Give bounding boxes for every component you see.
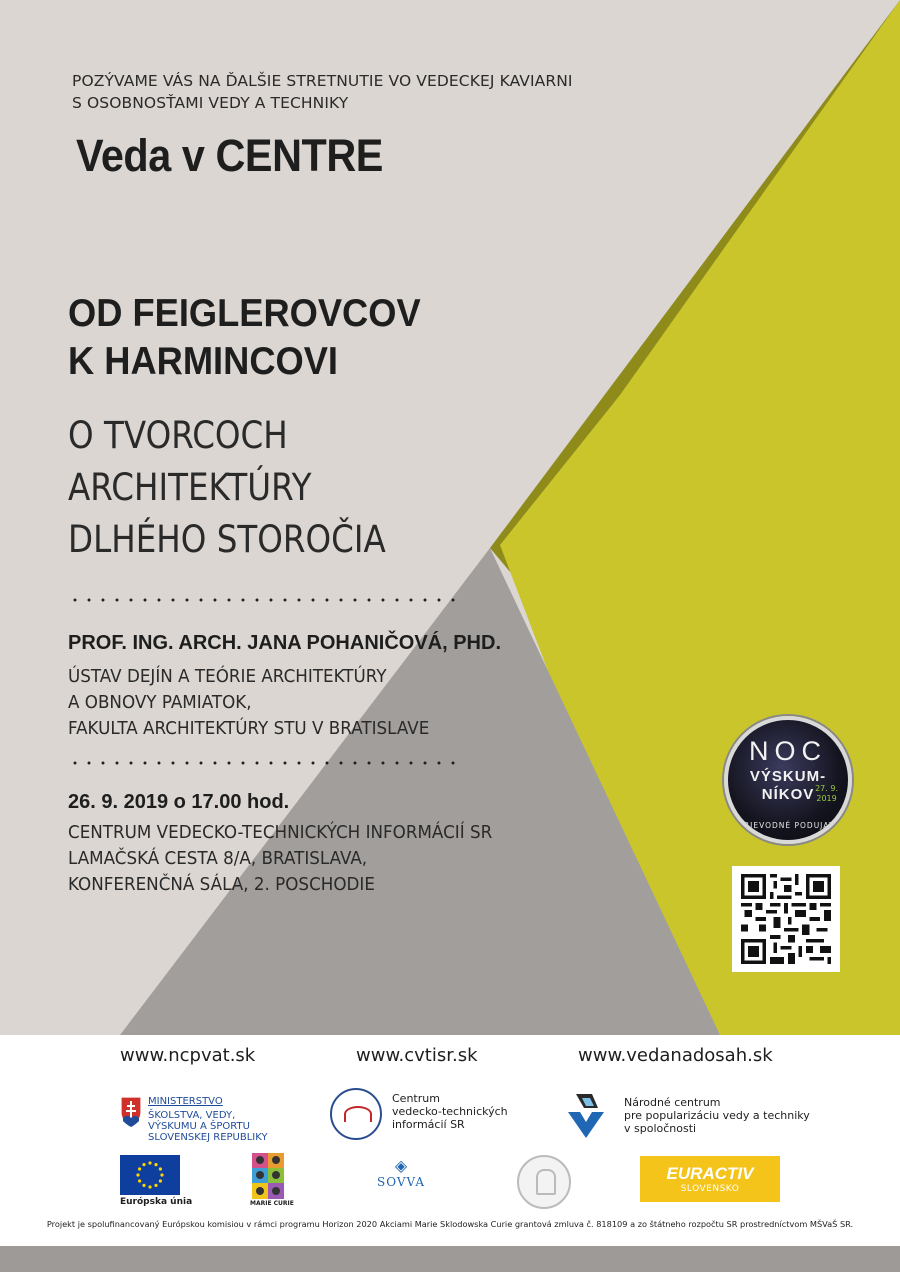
bottom-bar <box>0 1246 900 1272</box>
noc-vyskumnikov-badge <box>724 716 852 844</box>
speaker-name: PROF. ING. ARCH. JANA POHANIČOVÁ, PHD. <box>68 632 501 654</box>
slovak-coat-of-arms-icon <box>120 1096 142 1128</box>
ncp-line: v spoločnosti <box>624 1122 697 1135</box>
invitation-line-2: S OSOBNOSŤAMI VEDY A TECHNIKY <box>72 94 349 112</box>
sovva-logo <box>366 1156 436 1189</box>
talk-subtitle-line: DLHÉHO STOROČIA <box>68 518 386 561</box>
venue-line: KONFERENČNÁ SÁLA, 2. POSCHODIE <box>68 874 375 895</box>
talk-title <box>68 290 421 386</box>
talk-title-line: OD FEIGLEROVCOV <box>68 292 421 335</box>
speaker-affiliation <box>68 664 429 742</box>
dotted-divider <box>68 598 456 602</box>
ministry-name <box>148 1110 268 1143</box>
url-vedanadosah[interactable]: www.vedanadosah.sk <box>578 1045 773 1066</box>
eu-flag-icon <box>120 1155 180 1195</box>
sovva-name: SOVVA <box>376 1175 426 1189</box>
eu-stars <box>120 1155 180 1195</box>
ncp-line: Národné centrum <box>624 1096 721 1109</box>
venue-line: CENTRUM VEDECKO-TECHNICKÝCH INFORMÁCIÍ SR <box>68 822 493 843</box>
event-date: 26. 9. 2019 o 17.00 hod. <box>68 791 290 813</box>
ncp-mark-icon <box>562 1090 610 1140</box>
euractiv-logo <box>640 1156 780 1202</box>
cvti-line: informácií SR <box>392 1118 465 1131</box>
academy-seal-icon <box>517 1155 571 1209</box>
sovva-emblem-icon: ◈ <box>394 1156 408 1175</box>
ministry-line: ŠKOLSTVA, VEDY, <box>148 1110 236 1121</box>
cvti-line: Centrum <box>392 1092 440 1105</box>
badge-date <box>815 784 838 804</box>
url-cvtisr[interactable]: www.cvtisr.sk <box>356 1045 478 1066</box>
ncp-name <box>624 1096 810 1135</box>
marie-curie-label: MARIE CURIE <box>250 1200 294 1207</box>
invitation-line-1: POZÝVAME VÁS NA ĎALŠIE STRETNUTIE VO VEDECKEJ KAVIARNI <box>72 72 573 90</box>
affiliation-line: FAKULTA ARCHITEKTÚRY STU V BRATISLAVE <box>68 718 430 739</box>
series-title: Veda v CENTRE <box>76 130 383 181</box>
cvti-seal-icon <box>330 1088 382 1140</box>
affiliation-line: A OBNOVY PAMIATOK, <box>68 692 252 713</box>
badge-line: NÍKOV <box>761 786 815 803</box>
affiliation-line: ÚSTAV DEJÍN A TEÓRIE ARCHITEKTÚRY <box>68 666 387 687</box>
badge-title: NOC <box>749 736 827 766</box>
ministry-line: VÝSKUMU A ŠPORTU <box>148 1121 250 1132</box>
dotted-divider <box>68 761 456 765</box>
talk-subtitle <box>68 410 386 566</box>
eu-label: Európska únia <box>120 1197 193 1207</box>
marie-curie-logo-icon <box>252 1153 300 1199</box>
talk-title-line: K HARMINCOVI <box>68 340 339 383</box>
invitation-text <box>72 70 573 114</box>
euractiv-name: EURACTIV <box>666 1164 754 1183</box>
qr-code[interactable] <box>732 866 840 972</box>
badge-date-day: 27. 9. <box>815 784 838 793</box>
qr-code-icon <box>740 874 832 964</box>
cvti-name <box>392 1092 508 1131</box>
talk-subtitle-line: O TVORCOCH <box>68 414 288 457</box>
euractiv-country: SLOVENSKO <box>680 1184 740 1194</box>
ministry-title: MINISTERSTVO <box>148 1096 223 1107</box>
badge-date-year: 2019 <box>816 794 837 803</box>
url-ncpvat[interactable]: www.ncpvat.sk <box>120 1045 256 1066</box>
talk-subtitle-line: ARCHITEKTÚRY <box>68 466 312 509</box>
badge-line: VÝSKUM- <box>749 768 827 785</box>
venue-line: LAMAČSKÁ CESTA 8/A, BRATISLAVA, <box>68 848 368 869</box>
ncp-line: pre popularizáciu vedy a techniky <box>624 1109 810 1122</box>
cvti-line: vedecko-technických <box>392 1105 508 1118</box>
badge-subtitle: SPRIEVODNÉ PODUJATIE <box>732 821 844 830</box>
funding-note: Projekt je spolufinancovaný Európskou komisiou v rámci programu Horizon 2020 Akciami Marie Sklodowska Curie grantová zmluva č. 818109 a zo štátneho rozpočtu SR prostredníctvom MŠVaŠ SR. <box>46 1219 854 1229</box>
event-venue <box>68 820 492 898</box>
ministry-line: SLOVENSKEJ REPUBLIKY <box>148 1132 268 1143</box>
